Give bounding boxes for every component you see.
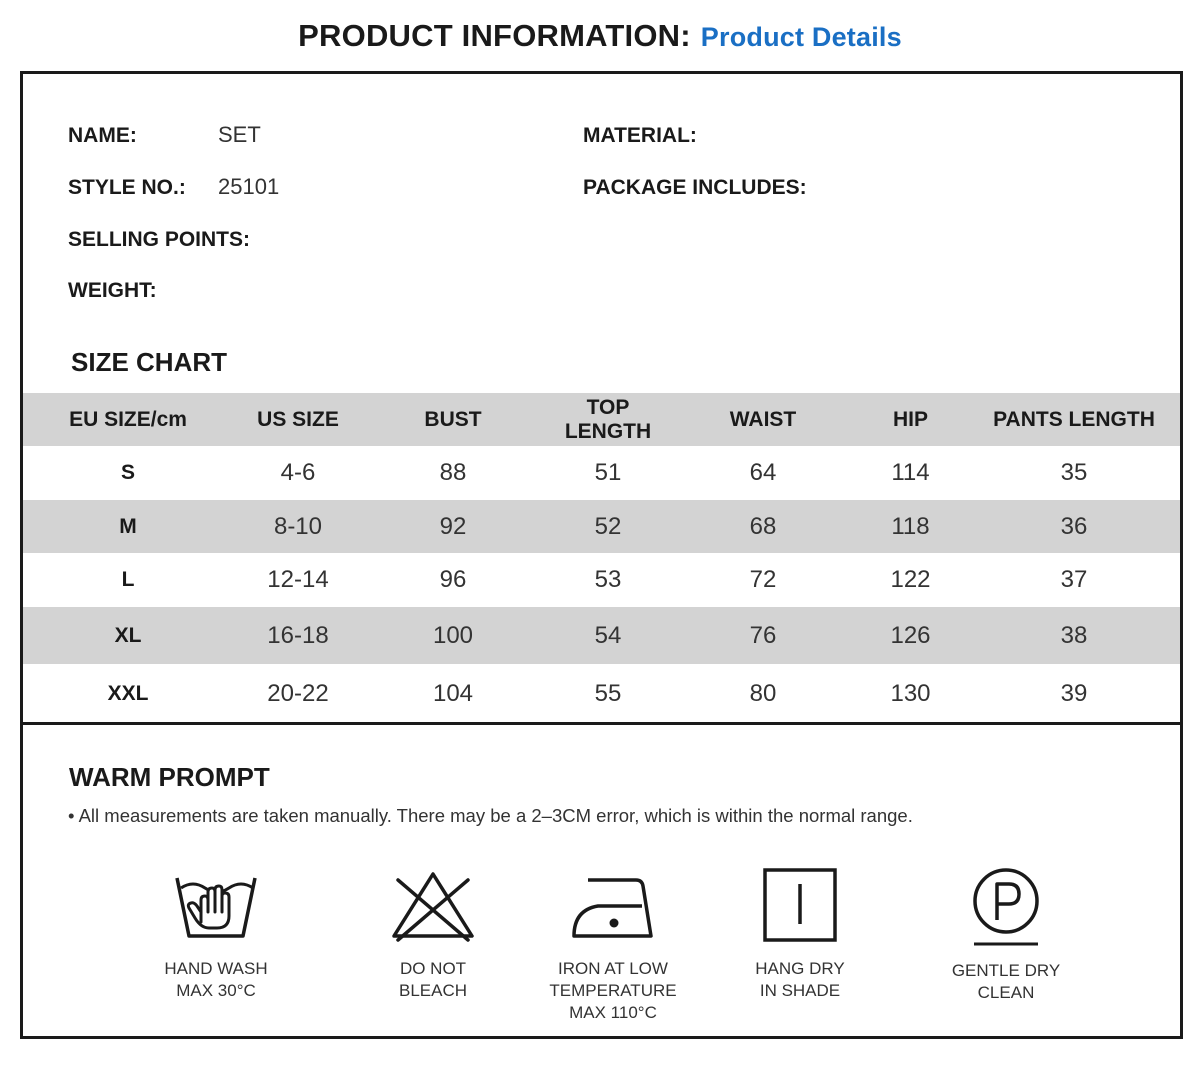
hang-dry-label bbox=[700, 958, 900, 1002]
product-info-frame bbox=[20, 71, 1183, 1039]
table-cell: 35 bbox=[1060, 459, 1088, 486]
package-includes-label: PACKAGE INCLUDES: bbox=[583, 176, 807, 199]
table-row bbox=[23, 664, 1180, 724]
care-label-line: IN SHADE bbox=[759, 981, 841, 1000]
name-label: NAME: bbox=[68, 124, 137, 147]
table-cell: 64 bbox=[749, 459, 777, 486]
table-cell: 68 bbox=[673, 500, 853, 553]
size-chart-table bbox=[23, 393, 1180, 724]
table-cell: 4-6 bbox=[280, 459, 316, 486]
table-cell: 118 bbox=[853, 500, 968, 553]
table-cell: 52 bbox=[543, 500, 673, 553]
gentle-dry-clean-label bbox=[906, 960, 1106, 1004]
section-divider bbox=[23, 722, 1180, 725]
table-cell: 39 bbox=[1060, 680, 1088, 707]
table-cell: S bbox=[120, 461, 135, 484]
hand-wash-icon bbox=[171, 866, 261, 946]
column-header-top-length: TOP LENGTH bbox=[543, 393, 673, 446]
table-cell: M bbox=[23, 500, 233, 553]
table-cell: 72 bbox=[749, 566, 777, 593]
table-cell: 126 bbox=[853, 607, 968, 664]
table-cell: 92 bbox=[363, 500, 543, 553]
table-cell: 130 bbox=[890, 680, 931, 707]
table-cell: 100 bbox=[363, 607, 543, 664]
table-cell: 36 bbox=[968, 500, 1180, 553]
table-cell: 16-18 bbox=[233, 607, 363, 664]
care-item-iron-low bbox=[513, 866, 713, 1024]
page-title bbox=[0, 18, 1200, 54]
table-cell: 37 bbox=[1060, 566, 1088, 593]
table-row bbox=[23, 446, 1180, 500]
table-cell: 122 bbox=[890, 566, 931, 593]
care-label-line: BLEACH bbox=[398, 981, 468, 1000]
warm-prompt-heading: WARM PROMPT bbox=[69, 762, 270, 792]
table-cell: 114 bbox=[891, 459, 930, 486]
hand-wash-label bbox=[116, 958, 316, 1002]
table-cell: 20-22 bbox=[267, 680, 329, 707]
care-label-line: MAX 110°C bbox=[569, 1003, 657, 1022]
do-not-bleach-icon bbox=[388, 866, 478, 946]
name-value: SET bbox=[218, 122, 261, 147]
page-title-main: PRODUCT INFORMATION: bbox=[298, 18, 691, 53]
table-cell: 76 bbox=[673, 607, 853, 664]
care-label-line: HAND WASH bbox=[164, 959, 268, 978]
style-value: 25101 bbox=[218, 174, 280, 199]
table-cell: XL bbox=[23, 607, 233, 664]
hang-dry-icon bbox=[755, 866, 845, 946]
warm-prompt-note: • All measurements are taken manually. There may be a 2–3CM error, which is within the normal range. bbox=[68, 805, 913, 826]
do-not-bleach-label bbox=[333, 958, 533, 1002]
table-row bbox=[23, 607, 1180, 664]
table-cell: 55 bbox=[594, 680, 622, 707]
care-label-line: MAX 30°C bbox=[176, 981, 256, 1000]
material-label: MATERIAL: bbox=[583, 124, 697, 147]
selling-points-label: SELLING POINTS: bbox=[68, 228, 251, 251]
column-header-hip: HIP bbox=[853, 393, 968, 446]
column-header-pants-length: PANTS LENGTH bbox=[968, 393, 1180, 446]
table-row bbox=[23, 500, 1180, 553]
page-subtitle: Product Details bbox=[700, 22, 902, 52]
style-label: STYLE NO.: bbox=[68, 176, 186, 199]
weight-label: WEIGHT: bbox=[68, 279, 157, 302]
column-header-us-size: US SIZE bbox=[233, 393, 363, 446]
table-cell: 104 bbox=[432, 680, 474, 707]
table-cell: 8-10 bbox=[233, 500, 363, 553]
care-item-hang-dry bbox=[700, 866, 900, 1002]
table-cell: 54 bbox=[543, 607, 673, 664]
table-cell: 12-14 bbox=[267, 566, 329, 593]
table-cell: 53 bbox=[594, 566, 622, 593]
care-item-hand-wash bbox=[116, 866, 316, 1002]
care-label-line: CLEAN bbox=[977, 983, 1035, 1002]
table-cell: 88 bbox=[439, 459, 467, 486]
table-cell: 80 bbox=[749, 680, 777, 707]
table-cell: 51 bbox=[594, 459, 622, 486]
table-cell: 38 bbox=[968, 607, 1180, 664]
table-cell: XXL bbox=[107, 682, 149, 705]
iron-low-icon bbox=[568, 866, 658, 946]
table-cell: 96 bbox=[439, 566, 467, 593]
size-chart-heading: SIZE CHART bbox=[71, 347, 227, 377]
care-label-line: TEMPERATURE bbox=[549, 981, 677, 1000]
iron-low-label bbox=[513, 958, 713, 1024]
column-header-eu-size: EU SIZE/cm bbox=[23, 393, 233, 446]
column-header-waist: WAIST bbox=[673, 393, 853, 446]
gentle-dry-clean-icon bbox=[961, 866, 1051, 948]
care-item-do-not-bleach bbox=[333, 866, 533, 1002]
column-header-bust: BUST bbox=[363, 393, 543, 446]
care-item-gentle-dry-clean bbox=[906, 866, 1106, 1004]
care-label-line: HANG DRY bbox=[755, 959, 845, 978]
care-label-line: DO NOT bbox=[399, 959, 467, 978]
table-row bbox=[23, 553, 1180, 607]
care-label-line: GENTLE DRY bbox=[951, 961, 1061, 980]
table-cell: L bbox=[121, 568, 135, 591]
care-label-line: IRON AT LOW bbox=[558, 959, 668, 978]
table-header-row bbox=[23, 393, 1180, 446]
